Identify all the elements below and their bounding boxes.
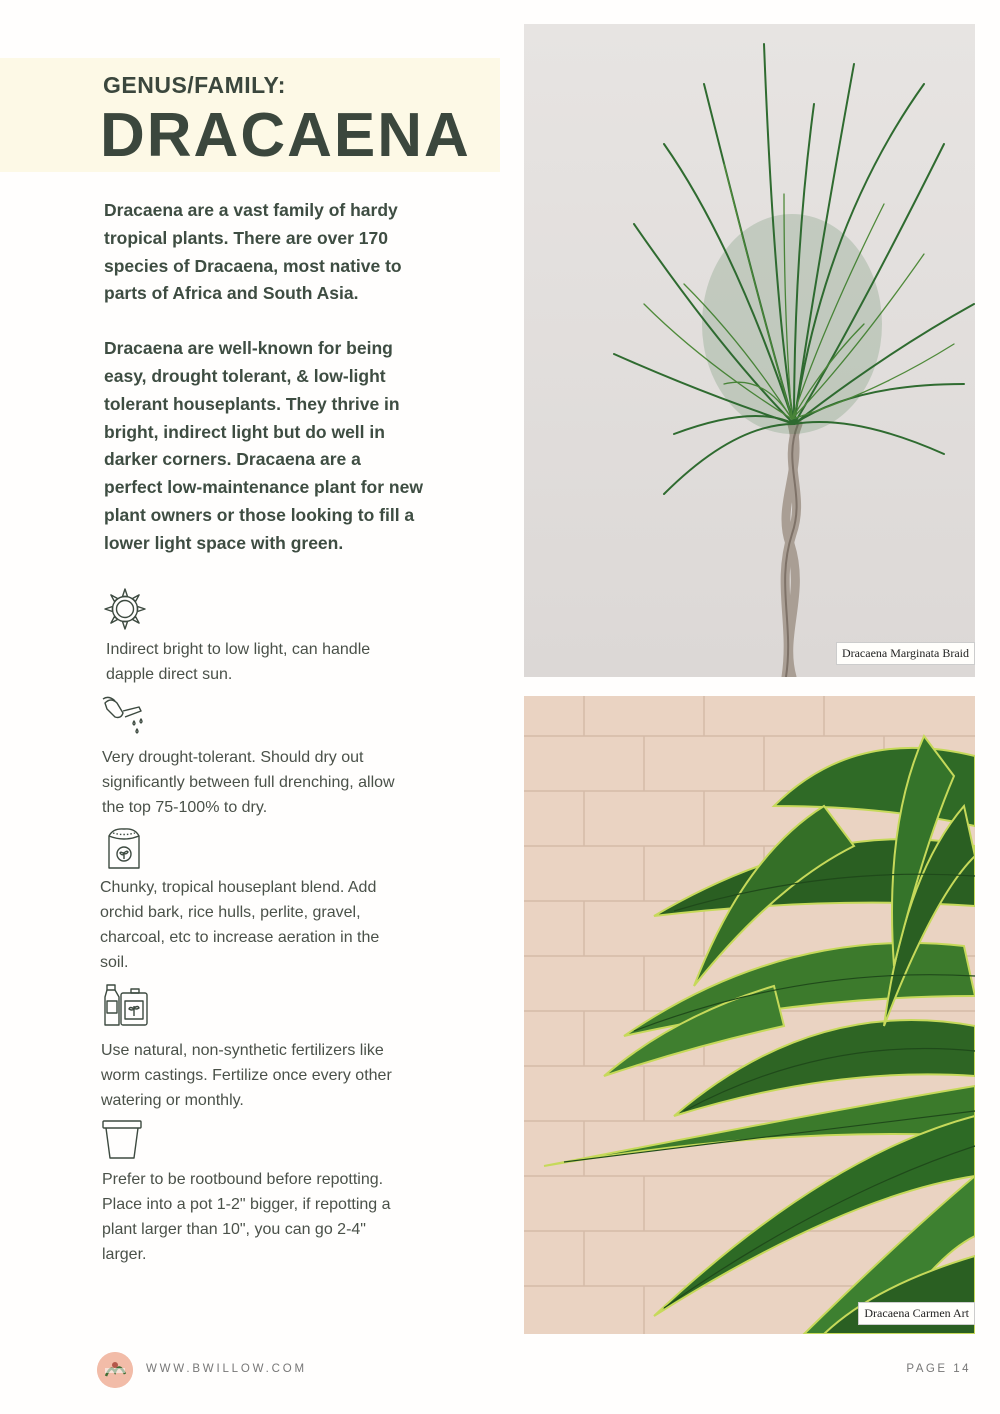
photo-caption-top: Dracaena Marginata Braid	[836, 642, 975, 665]
photo-caption-bottom: Dracaena Carmen Art	[858, 1302, 975, 1325]
repot-care-text: Prefer to be rootbound before repotting. Place into a pot 1-2" bigger, if repotting a plant larger than 10", you can go 2-4" larger.	[102, 1171, 391, 1263]
carmen-art-photo	[524, 696, 975, 1334]
pot-icon	[101, 1118, 143, 1162]
intro-paragraph-1: Dracaena are a vast family of hardy tropical plants. There are over 170 species of Dracaena, most native to parts of Africa and South Asia.	[104, 200, 402, 304]
genus-label: GENUS/FAMILY:	[103, 72, 286, 98]
light-care-text: Indirect bright to low light, can handle dapple direct sun.	[106, 641, 371, 683]
water-care-text: Very drought-tolerant. Should dry out significantly between full drenching, allow the top 75-100% to dry.	[102, 749, 395, 816]
page-number: PAGE 14	[906, 1363, 971, 1375]
page-title: DRACAENA	[100, 101, 471, 170]
brand-logo	[97, 1352, 133, 1388]
intro-paragraph-2: Dracaena are well-known for being easy, drought tolerant, & low-light tolerant houseplants. They thrive in bright, indirect light but do well in darker corners. Dracaena are a perfect low-maintenance plant for new plant owners or those looking to fill a lower light space with green.	[104, 338, 423, 553]
sun-icon	[103, 587, 147, 631]
marginata-braid-photo	[524, 24, 975, 677]
fertilizer-icon	[103, 983, 151, 1027]
fertilizer-care-text: Use natural, non-synthetic fertilizers like worm castings. Fertilize once every other watering or monthly.	[101, 1042, 392, 1109]
footer-website[interactable]: WWW.BWILLOW.COM	[146, 1363, 307, 1375]
soil-bag-icon	[103, 826, 145, 870]
soil-care-text: Chunky, tropical houseplant blend. Add orchid bark, rice hulls, perlite, gravel, charcoal, etc to increase aeration in the soil.	[100, 879, 380, 971]
intro-text	[104, 197, 424, 558]
watering-can-icon	[101, 695, 149, 739]
